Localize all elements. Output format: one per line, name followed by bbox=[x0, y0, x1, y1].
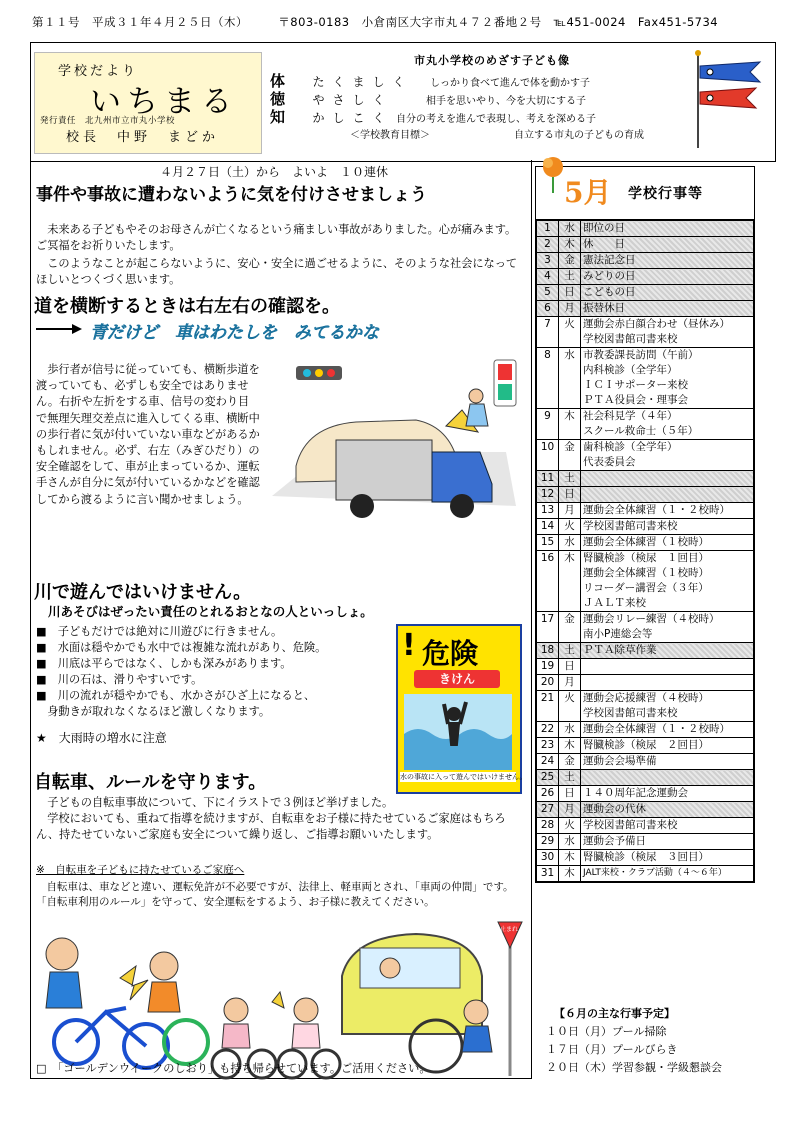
bicycle-note-title: ※ 自転車を子どもに持たせているご家庭へ bbox=[36, 864, 245, 876]
calendar-row bbox=[537, 786, 754, 802]
calendar-weekday: 火 bbox=[559, 818, 581, 834]
june-title: 【６月の主な行事予定】 bbox=[554, 1007, 675, 1020]
motto-kanji: 知 bbox=[270, 108, 286, 126]
calendar-event: 運動会全体練習（１校時） bbox=[583, 567, 709, 579]
calendar-weekday: 金 bbox=[559, 612, 581, 643]
calendar-event: 学校図書館司書来校 bbox=[583, 333, 678, 345]
calendar-weekday: 土 bbox=[559, 770, 581, 786]
calendar-date: 28 bbox=[537, 818, 559, 834]
bicycle-collision-icon bbox=[46, 938, 208, 1068]
list-item: ■ 川の石は、滑りやすいです。 bbox=[36, 673, 203, 686]
calendar-event: 市教委課長訪問（午前） bbox=[583, 349, 699, 361]
motto-desc: 相手を思いやり、今を大切にする子 bbox=[426, 96, 587, 107]
calendar-weekday: 水 bbox=[559, 535, 581, 551]
golden-week-note: □ 「ゴールデンウイークのしおり」も持ち帰らせています。ご活用ください。 bbox=[36, 1062, 431, 1075]
calendar-weekday: 月 bbox=[559, 802, 581, 818]
calendar-weekday: 土 bbox=[559, 471, 581, 487]
calendar-row bbox=[537, 850, 754, 866]
motto-goal-label: ＜学校教育目標＞ bbox=[350, 130, 430, 141]
calendar-event: こどもの日 bbox=[583, 286, 636, 298]
calendar-events bbox=[581, 535, 754, 551]
calendar-event bbox=[583, 675, 751, 690]
calendar-events bbox=[581, 818, 754, 834]
calendar-events bbox=[581, 738, 754, 754]
article1-headline: 事件や事故に遭わないように気を付けさせましょう bbox=[36, 185, 427, 205]
arrow-right-icon bbox=[36, 322, 84, 336]
calendar-row bbox=[537, 440, 754, 471]
calendar-date: 26 bbox=[537, 786, 559, 802]
calendar-events bbox=[581, 269, 754, 285]
calendar-weekday: 土 bbox=[559, 643, 581, 659]
calendar-event: 代表委員会 bbox=[583, 456, 636, 468]
carp-streamer-icon bbox=[690, 48, 772, 152]
calendar-events bbox=[581, 659, 754, 675]
calendar-weekday: 月 bbox=[559, 675, 581, 691]
calendar-weekday: 金 bbox=[559, 754, 581, 770]
calendar-events bbox=[581, 503, 754, 519]
calendar-weekday: 土 bbox=[559, 269, 581, 285]
calendar-weekday: 木 bbox=[559, 237, 581, 253]
newsletter-subtitle: 学校だより bbox=[58, 64, 139, 79]
motto-title: 市丸小学校のめざす子ども像 bbox=[414, 54, 570, 67]
calendar-row bbox=[537, 738, 754, 754]
calendar-event: 学校図書館司書来校 bbox=[583, 819, 678, 831]
calendar-row bbox=[537, 221, 754, 237]
car-crossing-illustration bbox=[266, 356, 528, 546]
calendar-weekday: 日 bbox=[559, 487, 581, 503]
calendar-events bbox=[581, 301, 754, 317]
calendar-date: 16 bbox=[537, 551, 559, 612]
motto-goal-text: 自立する市丸の子どもの育成 bbox=[514, 130, 644, 141]
june-item: ２０日（木）学習参観・学級懇談会 bbox=[546, 1061, 722, 1074]
calendar-weekday: 木 bbox=[559, 850, 581, 866]
calendar-row bbox=[537, 317, 754, 348]
article4-headline: 自転車、ルールを守ります。 bbox=[34, 772, 267, 793]
calendar-date: 3 bbox=[537, 253, 559, 269]
calendar-table bbox=[536, 220, 754, 882]
calendar-row bbox=[537, 866, 754, 882]
calendar-events bbox=[581, 487, 754, 503]
calendar-event: 振替休日 bbox=[583, 302, 625, 314]
june-item: １７日（月）プールびらき bbox=[546, 1043, 678, 1056]
calendar-weekday: 木 bbox=[559, 738, 581, 754]
calendar-event: 憲法記念日 bbox=[583, 254, 636, 266]
calendar-events bbox=[581, 643, 754, 659]
calendar-event bbox=[583, 770, 751, 785]
calendar-row bbox=[537, 551, 754, 612]
calendar-date: 19 bbox=[537, 659, 559, 675]
calendar-weekday: 水 bbox=[559, 221, 581, 237]
calendar-events bbox=[581, 754, 754, 770]
calendar-event: 南小P連総会等 bbox=[583, 628, 653, 640]
issue-line: 第１１号 平成３１年４月２５日（木） 〒803-0183 小倉南区大字市丸４７２番地２号 ℡451-0024 Fax451-5734 bbox=[32, 15, 719, 29]
motto-reading: やさしく bbox=[312, 93, 393, 107]
article3-subheading: 川あそびはぜったい責任のとれるおとなの人といっしょ。 bbox=[48, 604, 373, 619]
calendar-event: 運動会全体練習（１校時） bbox=[583, 536, 709, 548]
calendar-weekday: 火 bbox=[559, 691, 581, 722]
calendar-date: 22 bbox=[537, 722, 559, 738]
calendar-weekday: 月 bbox=[559, 503, 581, 519]
calendar-events bbox=[581, 612, 754, 643]
calendar-weekday: 木 bbox=[559, 866, 581, 882]
calendar-row bbox=[537, 612, 754, 643]
calendar-row bbox=[537, 535, 754, 551]
calendar-event: 運動会予備日 bbox=[583, 835, 646, 847]
article4-paragraph2: 学校においても、重ねて指導を続けますが、自転車をお子様に持たせているご家庭はもちろん、持たせていないご家庭も安全について繰り返し、ご指導お願いいたします。 bbox=[36, 812, 506, 841]
calendar-row bbox=[537, 285, 754, 301]
calendar-events bbox=[581, 348, 754, 409]
list-item: 身動きが取れなくなるほど激しくなります。 bbox=[36, 705, 271, 718]
article2-headline: 道を横断するときは右左右の確認を。 bbox=[34, 296, 340, 317]
calendar-date: 21 bbox=[537, 691, 559, 722]
calendar-events bbox=[581, 786, 754, 802]
calendar-date: 15 bbox=[537, 535, 559, 551]
calendar-events bbox=[581, 551, 754, 612]
calendar-row bbox=[537, 253, 754, 269]
motto-row-wisdom bbox=[270, 106, 596, 127]
exclamation-icon: ! bbox=[402, 628, 416, 663]
calendar-weekday: 木 bbox=[559, 409, 581, 440]
motto-reading: かしこく bbox=[312, 111, 393, 125]
calendar-date: 6 bbox=[537, 301, 559, 317]
calendar-events bbox=[581, 409, 754, 440]
river-rules-list bbox=[36, 624, 326, 720]
calendar-date: 11 bbox=[537, 471, 559, 487]
calendar-event: ＪＡＬＴ来校 bbox=[583, 597, 646, 609]
calendar-row bbox=[537, 487, 754, 503]
calendar-date: 23 bbox=[537, 738, 559, 754]
calendar-event: 歯科検診（全学年） bbox=[583, 441, 678, 453]
calendar-event: ＩＣＩサポーター来校 bbox=[583, 379, 688, 391]
bicycle-note-body: 自転車は、車などと違い、運転免許が不必要ですが、法律上、軽車両とされ、「車両の仲間」です。「自転車利用のルール」を守って、安全運転をするよう、お子様に教えてください。 bbox=[36, 881, 514, 908]
calendar-row bbox=[537, 503, 754, 519]
calendar-date: 18 bbox=[537, 643, 559, 659]
calendar-date: 12 bbox=[537, 487, 559, 503]
calendar-event: 運動会赤白顔合わせ（昼休み） bbox=[583, 318, 730, 330]
calendar-date: 4 bbox=[537, 269, 559, 285]
list-item: ■ 川底は平らではなく、しかも深みがあります。 bbox=[36, 657, 292, 670]
calendar-date: 8 bbox=[537, 348, 559, 409]
calendar-row bbox=[537, 691, 754, 722]
danger-reading: きけん bbox=[414, 670, 500, 688]
calendar-events bbox=[581, 802, 754, 818]
calendar-event: ＰＴＡ役員会・理事会 bbox=[583, 394, 688, 406]
article1-paragraph1: 未来ある子どもやそのお母さんが亡くなるという痛ましい事故がありました。心が痛みます。ご冥福をお祈りいたします。 bbox=[36, 223, 517, 252]
calendar-weekday: 火 bbox=[559, 519, 581, 535]
calendar-event: 社会科見学（４年） bbox=[583, 410, 678, 422]
calendar-event: 運動会の代休 bbox=[583, 803, 646, 815]
article3-headline: 川で遊んではいけません。 bbox=[34, 582, 252, 603]
calendar-date: 1 bbox=[537, 221, 559, 237]
calendar-row bbox=[537, 722, 754, 738]
calendar-title: 学校行事等 bbox=[628, 186, 703, 202]
calendar-weekday: 日 bbox=[559, 285, 581, 301]
flood-warning: ★ 大雨時の増水に注意 bbox=[36, 731, 167, 745]
calendar-events bbox=[581, 471, 754, 487]
calendar-event: 運動会リレー練習（４校時） bbox=[583, 613, 720, 625]
calendar-event: 運動会会場準備 bbox=[583, 755, 657, 767]
calendar-events bbox=[581, 440, 754, 471]
calendar-date: 29 bbox=[537, 834, 559, 850]
calendar-date: 10 bbox=[537, 440, 559, 471]
calendar-date: 31 bbox=[537, 866, 559, 882]
calendar-weekday: 水 bbox=[559, 722, 581, 738]
calendar-date: 27 bbox=[537, 802, 559, 818]
article1-paragraph2: このようなことが起こらないように、安心・安全に過ごせるように、そのような社会になってほしいとつくづく思います。 bbox=[36, 257, 518, 286]
calendar-weekday: 日 bbox=[559, 786, 581, 802]
calendar-month: 5月 bbox=[564, 176, 612, 209]
calendar-row bbox=[537, 643, 754, 659]
calendar-weekday: 木 bbox=[559, 551, 581, 612]
stop-sign-label: 止まれ bbox=[500, 926, 519, 933]
calendar-row bbox=[537, 659, 754, 675]
calendar-row bbox=[537, 754, 754, 770]
calendar-event: リコーダー講習会（３年） bbox=[583, 582, 709, 594]
calendar-weekday: 金 bbox=[559, 253, 581, 269]
calendar-date: 30 bbox=[537, 850, 559, 866]
drowning-icon bbox=[404, 694, 512, 770]
may-calendar bbox=[535, 166, 755, 883]
calendar-row bbox=[537, 675, 754, 691]
calendar-row bbox=[537, 301, 754, 317]
calendar-events bbox=[581, 866, 754, 882]
calendar-row bbox=[537, 269, 754, 285]
calendar-row bbox=[537, 237, 754, 253]
calendar-event bbox=[583, 659, 751, 674]
danger-title: 危険 bbox=[422, 637, 479, 670]
june-item: １０日（月）プール掃除 bbox=[546, 1025, 667, 1038]
calendar-event: みどりの日 bbox=[583, 270, 636, 282]
calendar-weekday: 水 bbox=[559, 834, 581, 850]
list-item: ■ 子どもだけでは絶対に川遊びに行きません。 bbox=[36, 625, 283, 638]
calendar-weekday: 水 bbox=[559, 348, 581, 409]
calendar-event: 腎臓検診（検尿 ２回目） bbox=[583, 739, 709, 751]
calendar-events bbox=[581, 850, 754, 866]
calendar-events bbox=[581, 285, 754, 301]
calendar-event: １４０周年記念運動会 bbox=[583, 787, 688, 799]
calendar-row bbox=[537, 471, 754, 487]
car-and-bicycle-icon bbox=[342, 922, 522, 1076]
calendar-event: スクール救命士（５年） bbox=[583, 425, 699, 437]
motto-desc: しっかり食べて進んで体を動かす子 bbox=[430, 78, 591, 89]
calendar-row bbox=[537, 834, 754, 850]
calendar-date: 9 bbox=[537, 409, 559, 440]
calendar-event: JALT来校・クラブ活動（４～６年） bbox=[583, 868, 727, 878]
calendar-date: 14 bbox=[537, 519, 559, 535]
list-item: ■ 川の流れが穏やかでも、水かさがひざ上になると、 bbox=[36, 689, 316, 702]
traffic-slogan: 青だけど 車はわたしを みてるかな bbox=[90, 323, 379, 343]
calendar-events bbox=[581, 519, 754, 535]
calendar-events bbox=[581, 253, 754, 269]
calendar-date: 5 bbox=[537, 285, 559, 301]
calendar-date: 2 bbox=[537, 237, 559, 253]
calendar-weekday: 日 bbox=[559, 659, 581, 675]
calendar-date: 20 bbox=[537, 675, 559, 691]
calendar-events bbox=[581, 691, 754, 722]
calendar-row bbox=[537, 770, 754, 786]
calendar-events bbox=[581, 221, 754, 237]
calendar-event: 運動会応援練習（４校時） bbox=[583, 692, 709, 704]
calendar-event: 運動会全体練習（１・２校時） bbox=[583, 504, 730, 516]
calendar-row bbox=[537, 348, 754, 409]
motto-kanji: 徳 bbox=[270, 90, 286, 108]
calendar-event: 腎臓検診（検尿 ３回目） bbox=[583, 851, 709, 863]
calendar-event: 運動会全体練習（１・２校時） bbox=[583, 723, 730, 735]
article2-body: 歩行者が信号に従っていても、横断歩道を渡っていても、必ずしも安全ではありません。右折や左折をする車、信号の変わり目で無理矢理交差点に進入してくる車、横断中の歩行者に気が付いていない車などがあるかもしれません。必ず、右左（みぎひだり）の安全確認をして、車が止まっているか、運転手さんが自分に気が付いているかなどを確認してから渡るように言い聞かせましょう。 bbox=[36, 363, 260, 506]
calendar-events bbox=[581, 722, 754, 738]
calendar-event: ＰＴＡ除草作業 bbox=[583, 644, 657, 656]
calendar-weekday: 金 bbox=[559, 440, 581, 471]
principal-name: 校長 中野 まどか bbox=[66, 130, 220, 145]
calendar-events bbox=[581, 770, 754, 786]
danger-caption: 水の事故に入って遊んではいけません。 bbox=[400, 773, 527, 781]
calendar-events bbox=[581, 675, 754, 691]
calendar-date: 17 bbox=[537, 612, 559, 643]
calendar-events bbox=[581, 834, 754, 850]
calendar-date: 7 bbox=[537, 317, 559, 348]
calendar-row bbox=[537, 519, 754, 535]
calendar-date: 13 bbox=[537, 503, 559, 519]
calendar-row bbox=[537, 802, 754, 818]
calendar-date: 25 bbox=[537, 770, 559, 786]
calendar-event bbox=[583, 487, 751, 502]
holiday-notice: ４月２７日（土）から よいよ １０連休 bbox=[160, 165, 389, 179]
calendar-events bbox=[581, 317, 754, 348]
danger-sign bbox=[396, 624, 527, 794]
calendar-row bbox=[537, 818, 754, 834]
calendar-event: 即位の日 bbox=[583, 222, 625, 234]
motto-reading: たくましく bbox=[312, 75, 413, 89]
calendar-row bbox=[537, 409, 754, 440]
calendar-weekday: 月 bbox=[559, 301, 581, 317]
calendar-event bbox=[583, 471, 751, 486]
motto-kanji: 体 bbox=[270, 72, 286, 90]
list-item: ■ 水面は穏やかでも水中では複雑な流れがあり、危険。 bbox=[36, 641, 327, 654]
calendar-events bbox=[581, 237, 754, 253]
calendar-weekday: 火 bbox=[559, 317, 581, 348]
motto-desc: 自分の考えを進んで表現し、考えを深める子 bbox=[396, 114, 597, 125]
calendar-header bbox=[536, 167, 754, 220]
article4-paragraph1: 子どもの自転車事故について、下にイラストで３例ほど挙げました。 bbox=[36, 796, 394, 809]
calendar-event: 学校図書館司書来校 bbox=[583, 707, 678, 719]
calendar-event: 内科検診（全学年） bbox=[583, 364, 678, 376]
calendar-event: 腎臓検診（検尿 １回目） bbox=[583, 552, 709, 564]
calendar-event: 学校図書館司書来校 bbox=[583, 520, 678, 532]
calendar-date: 24 bbox=[537, 754, 559, 770]
calendar-event: 休 日 bbox=[583, 238, 625, 250]
publisher: 発行責任 北九州市立市丸小学校 bbox=[40, 116, 176, 126]
newsletter-title: いちまる bbox=[90, 84, 238, 120]
